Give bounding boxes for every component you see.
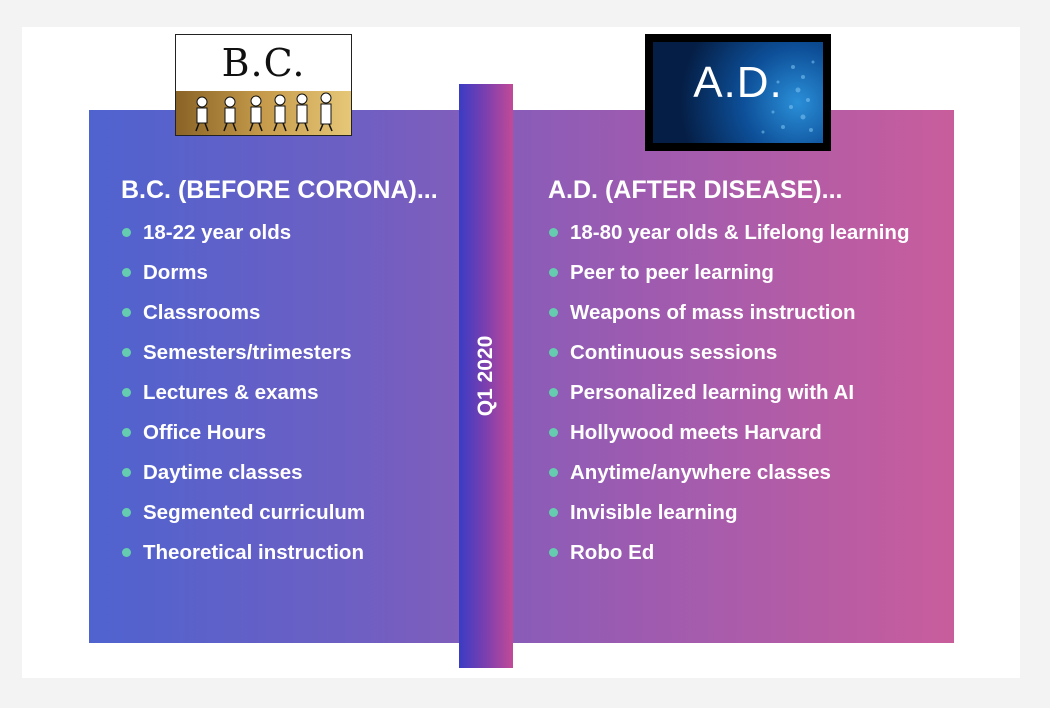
caveman-strip-image — [176, 91, 351, 135]
list-item: Office Hours — [121, 413, 365, 453]
ad-ai-logo — [645, 34, 831, 151]
bullet-icon — [122, 508, 131, 517]
divider-label: Q1 2020 — [474, 335, 497, 417]
bullet-icon — [122, 428, 131, 437]
bullet-icon — [549, 428, 558, 437]
list-item: Lectures & exams — [121, 373, 365, 413]
bullet-icon — [549, 308, 558, 317]
list-item: Weapons of mass instruction — [548, 293, 909, 333]
bullet-icon — [122, 228, 131, 237]
list-item: Daytime classes — [121, 453, 365, 493]
list-item: Peer to peer learning — [548, 253, 909, 293]
bullet-icon — [549, 228, 558, 237]
list-item: Dorms — [121, 253, 365, 293]
list-item: Semesters/trimesters — [121, 333, 365, 373]
bullet-icon — [549, 548, 558, 557]
list-item: Classrooms — [121, 293, 365, 333]
bullet-icon — [122, 348, 131, 357]
bullet-icon — [122, 468, 131, 477]
bullet-icon — [122, 308, 131, 317]
list-item: Robo Ed — [548, 533, 909, 573]
bullet-icon — [122, 268, 131, 277]
bullet-icon — [122, 548, 131, 557]
bullet-icon — [549, 348, 558, 357]
bullet-icon — [549, 508, 558, 517]
list-item: Theoretical instruction — [121, 533, 365, 573]
ad-logo-text: A.D. — [693, 58, 783, 107]
ai-face-image — [653, 42, 823, 143]
bullet-icon — [549, 468, 558, 477]
list-item: Anytime/anywhere classes — [548, 453, 909, 493]
list-item: Hollywood meets Harvard — [548, 413, 909, 453]
right-list — [548, 213, 909, 573]
bullet-icon — [549, 268, 558, 277]
cavemen-figures-icon — [176, 91, 352, 135]
left-list — [121, 213, 365, 573]
bc-logo-text: B.C. — [221, 41, 306, 85]
list-item: 18-22 year olds — [121, 213, 365, 253]
bullet-icon — [549, 388, 558, 397]
list-item: Segmented curriculum — [121, 493, 365, 533]
list-item: Invisible learning — [548, 493, 909, 533]
list-item: Continuous sessions — [548, 333, 909, 373]
list-item: Personalized learning with AI — [548, 373, 909, 413]
right-heading: A.D. (AFTER DISEASE)... — [548, 176, 843, 204]
bc-comic-logo — [175, 34, 352, 136]
left-heading: B.C. (BEFORE CORONA)... — [121, 176, 438, 204]
bullet-icon — [122, 388, 131, 397]
list-item: 18-80 year olds & Lifelong learning — [548, 213, 909, 253]
